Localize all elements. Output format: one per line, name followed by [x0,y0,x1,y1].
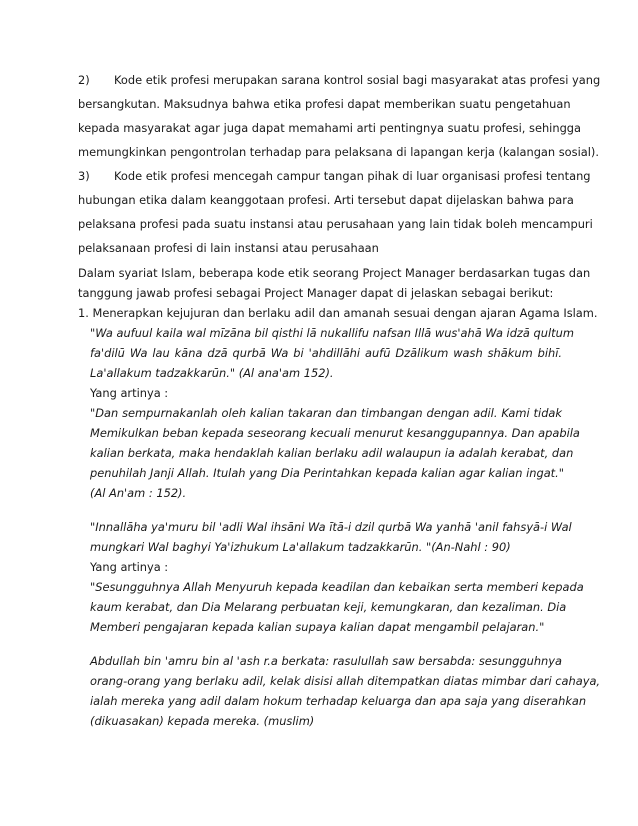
item-2-line-2: bersangkutan. Maksudnya bahwa etika profesi dapat memberikan suatu pengetahuan [78,97,571,111]
translation-2-line-3: Memberi pengajaran kepada kalian supaya kalian dapat mengambil pelajaran." [90,620,545,634]
translation-1-line-5: (Al An'am : 152). [90,486,187,500]
translation-1-line-4: penuhilah Janji Allah. Itulah yang Dia Perintahkan kepada kalian agar kalian ingat." [90,466,565,480]
meaning-label-2: Yang artinya : [90,560,169,574]
verse-1-line-3: La'allakum tadzakkarūn." (Al ana'am 152). [90,366,334,380]
item-3-line-3: pelaksana profesi pada suatu instansi atau perusahaan yang lain tidak boleh mencampuri [78,217,593,231]
item-2-text-1: Kode etik profesi merupakan sarana kontrol sosial bagi masyarakat atas profesi yang [114,73,601,87]
item-2-number: 2) [78,73,90,87]
translation-1-line-3: kalian berkata, maka hendaklah kalian berlaku adil walaupun ia adalah kerabat, dan [90,446,574,460]
item-3-line-4: pelaksanaan profesi di lain instansi atau perusahaan [78,241,379,255]
item-3-text-1: Kode etik profesi mencegah campur tangan pihak di luar organisasi profesi tentang [114,169,591,183]
meaning-label-1: Yang artinya : [90,386,169,400]
translation-1-line-2: Memikulkan beban kepada seseorang kecuali menurut kesanggupannya. Dan apabila [90,426,580,440]
item-3-line-1 [78,168,591,184]
translation-2-line-2: kaum kerabat, dan Dia Melarang perbuatan keji, kemungkaran, dan kezaliman. Dia [90,600,567,614]
item-2-line-3: kepada masyarakat agar juga dapat memahami arti pentingnya suatu profesi, sehingga [78,121,582,135]
translation-2-line-1: "Sesungguhnya Allah Menyuruh kepada keadilan dan kebaikan serta memberi kepada [90,580,584,594]
verse-2-line-1: "Innallāha ya'muru bil 'adli Wal ihsāni Wa ītā-i dzil qurbā Wa yanhā 'anil fahsyā-i Wal [90,520,572,534]
item-2-line-4: memungkinkan pengontrolan terhadap para pelaksana di lapangan kerja (kalangan sosial). [78,145,599,159]
hadith-line-4: (dikuasakan) kepada mereka. (muslim) [90,714,315,728]
hadith-line-1: Abdullah bin 'amru bin al 'ash r.a berkata: rasulullah saw bersabda: sesungguhnya [90,654,562,668]
point-1: 1. Menerapkan kejujuran dan berlaku adil dan amanah sesuai dengan ajaran Agama Islam. [78,306,598,320]
translation-1-line-1: "Dan sempurnakanlah oleh kalian takaran dan timbangan dengan adil. Kami tidak [90,406,562,420]
verse-1-line-1: "Wa aufuul kaila wal mīzāna bil qisthi lā nukallifu nafsan Illā wus'ahā Wa idzā qultum [90,326,574,340]
hadith-line-3: ialah mereka yang adil dalam hokum terhadap keluarga dan apa saja yang diserahkan [90,694,587,708]
item-2-line-1 [78,72,601,88]
verse-2-line-2: mungkari Wal baghyi Ya'izhukum La'allakum tadzakkarūn. "(An-Nahl : 90) [90,540,511,554]
intro-line-2: tanggung jawab profesi sebagai Project Manager dapat di jelaskan sebagai berikut: [78,286,554,300]
item-3-line-2: hubungan etika dalam keanggotaan profesi. Arti tersebut dapat dijelaskan bahwa para [78,193,574,207]
item-3-number: 3) [78,169,90,183]
hadith-line-2: orang-orang yang berlaku adil, kelak disisi allah ditempatkan diatas mimbar dari cahaya, [90,674,601,688]
verse-1-line-2: fa'dilū Wa lau kāna dzā qurbā Wa bi 'ahdillāhi aufū Dzālikum wash shākum bihī. [90,346,562,360]
intro-line-1: Dalam syariat Islam, beberapa kode etik seorang Project Manager berdasarkan tugas dan [78,266,591,280]
